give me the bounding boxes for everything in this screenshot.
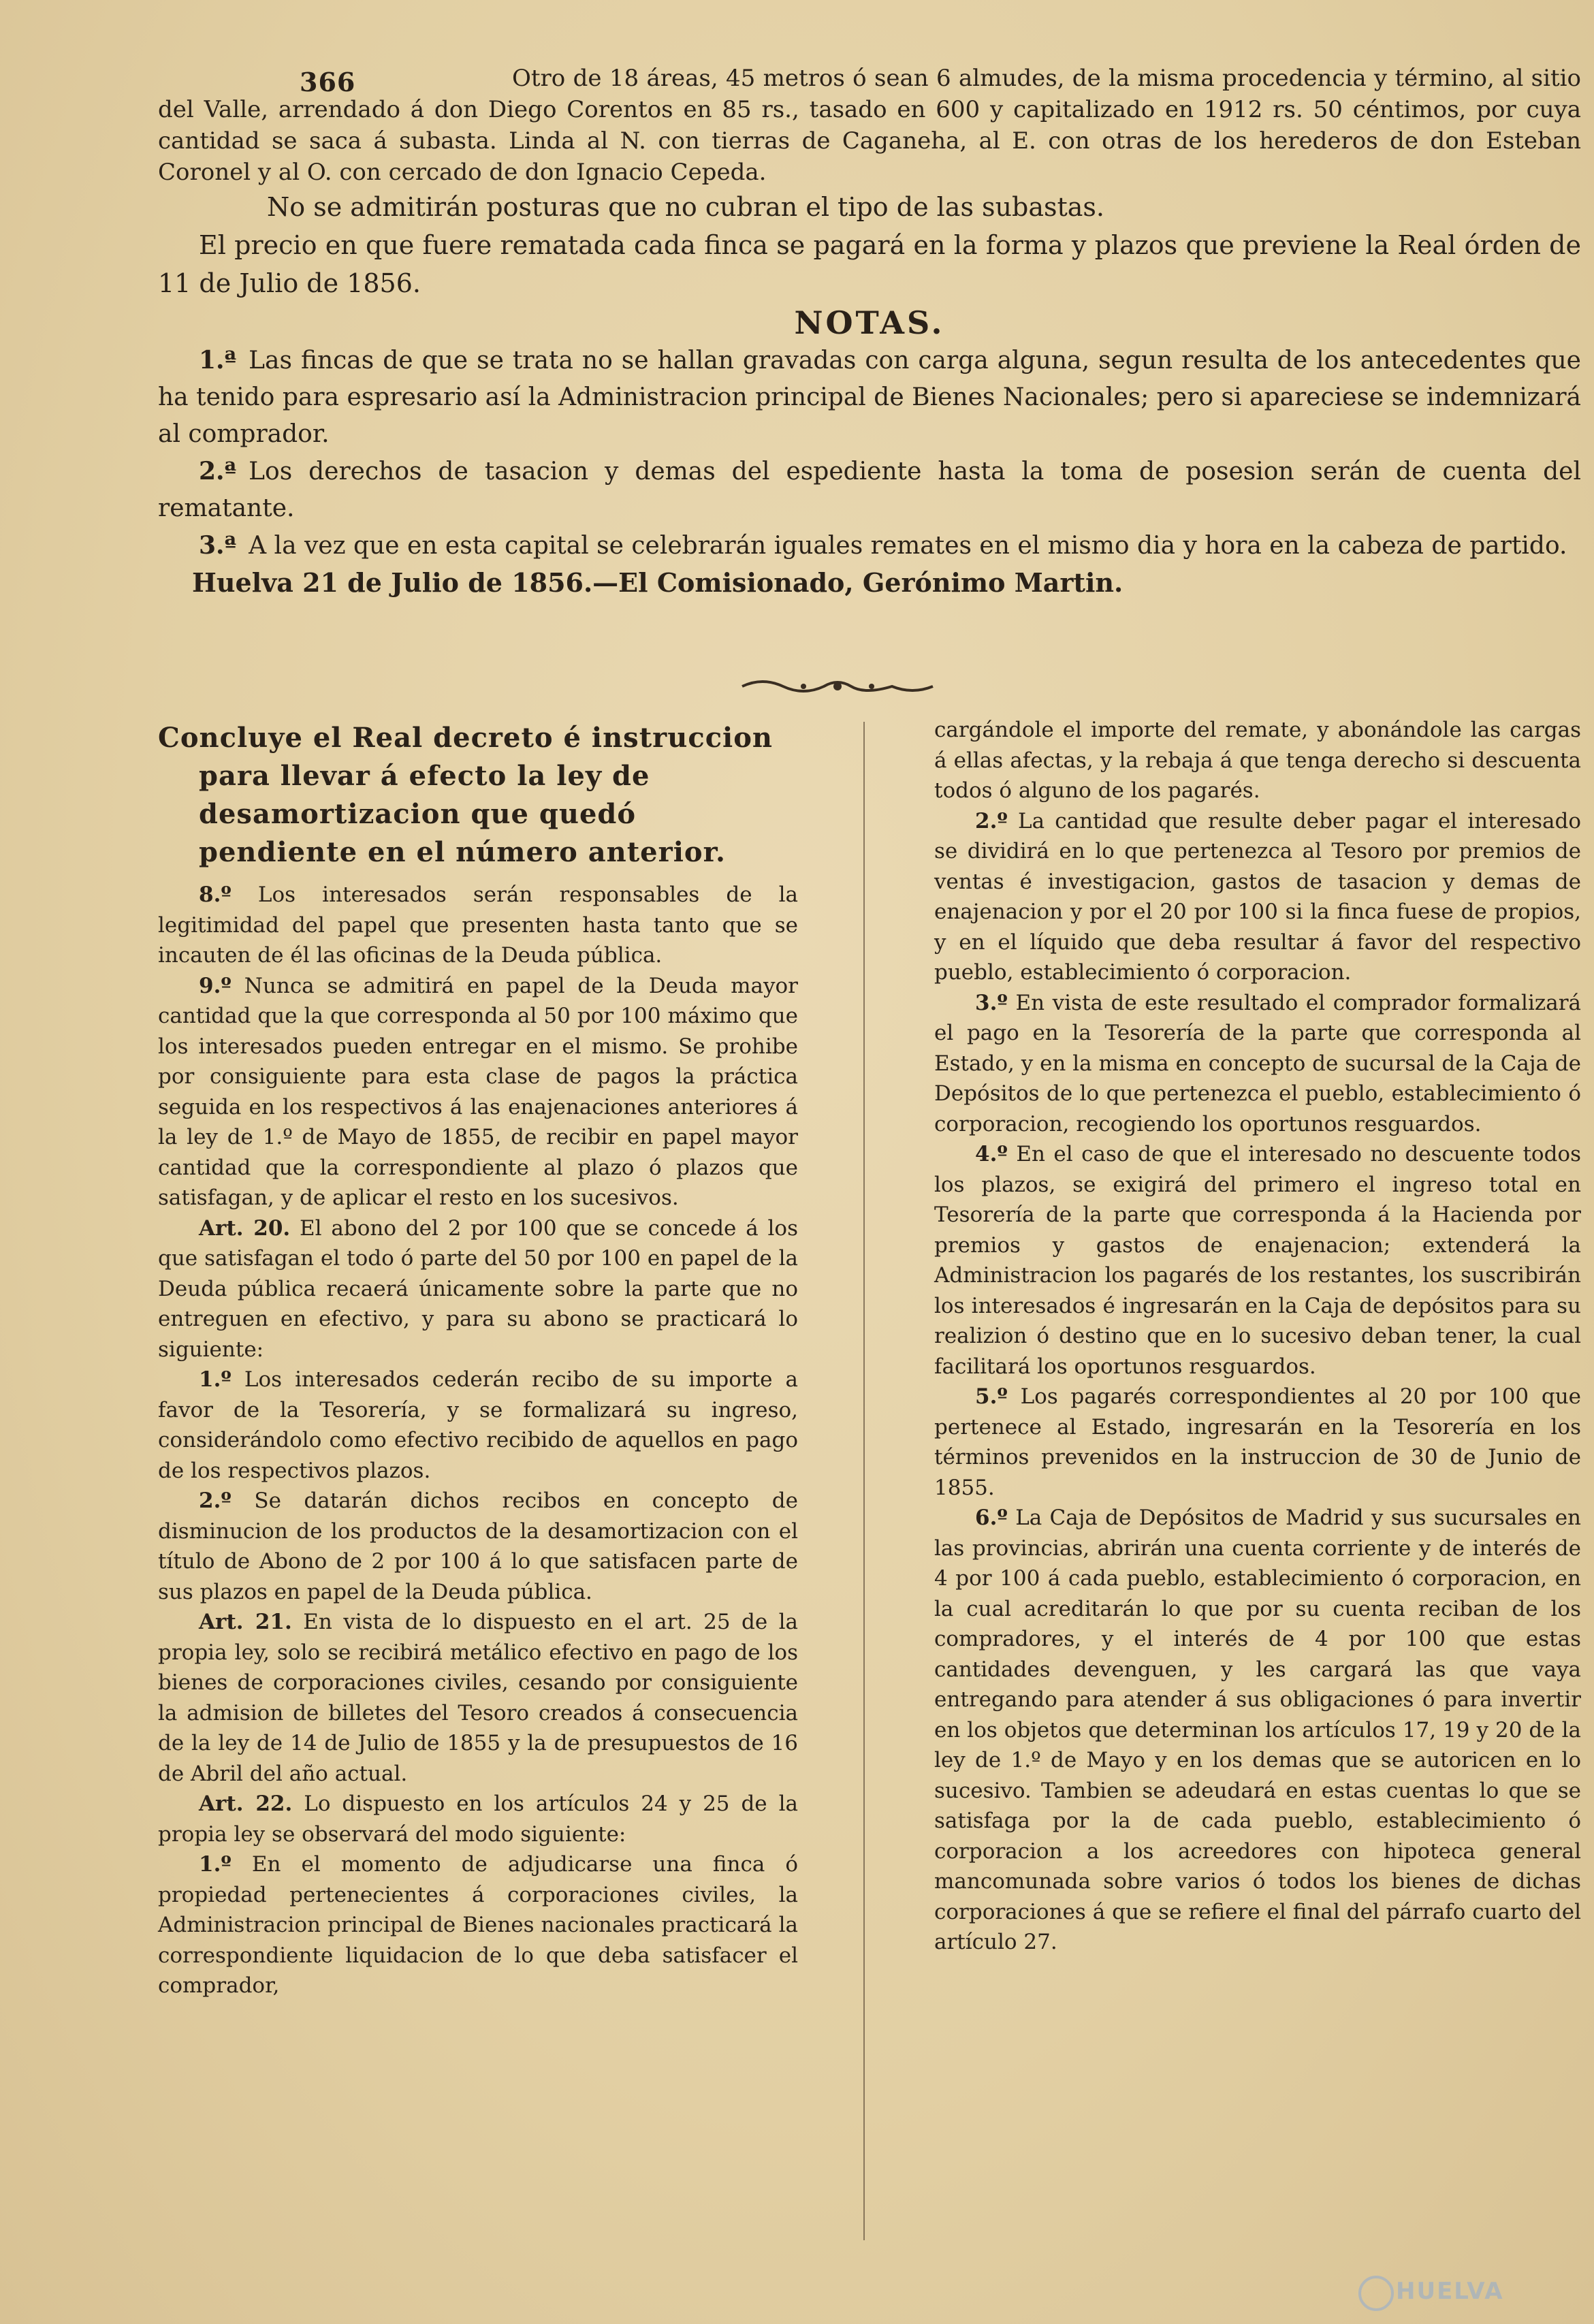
nota-item	[158, 342, 1581, 453]
paragraph-text: La cantidad que resulte deber pagar el interesado se dividirá en lo que pertenezca al Tesoro por premios de ventas é investigacion, gastos de tasacion y demas de enajenacion y por el 20 por 100 si la finca fuese de propios, y en el líquido que deba resultar á favor del respectivo pueblo, establecimiento ó corporacion.	[934, 808, 1581, 985]
left-column-paragraph	[158, 1213, 798, 1365]
paragraph-label: 5.º	[975, 1384, 1008, 1409]
page-number: 366	[300, 67, 356, 97]
paragraph-text: Los interesados serán responsables de la legitimidad del papel que presenten hasta tanto que se incauten de él las oficinas de la Deuda pública.	[158, 882, 798, 968]
paragraph-text: Los interesados cederán recibo de su importe a favor de la Tesorería, y se formalizará su ingreso, considerándolo como efectivo recibido de aquellos en pago de los respectivos plazos.	[158, 1367, 798, 1483]
paragraph-text: En el momento de adjudicarse una finca ó propiedad pertenecientes á corporaciones civiles, la Administracion principal de Bienes nacionales practicará la correspondiente liquidacion de lo que deba satisfacer el comprador,	[158, 1852, 798, 1998]
paragraph-label: 8.º	[199, 882, 232, 907]
paragraph-text: Lo dispuesto en los artículos 24 y 25 de la propia ley se observará del modo siguiente:	[158, 1792, 798, 1847]
column-rule	[863, 722, 865, 2240]
left-column-paragraph	[158, 1789, 798, 1849]
left-column-paragraph	[158, 1365, 798, 1486]
left-column-paragraphs	[158, 880, 798, 2001]
notas-title: NOTAS.	[794, 304, 945, 341]
archive-watermark: HUELVA	[1396, 2278, 1504, 2305]
ornamental-divider	[735, 674, 940, 699]
nota-item	[158, 527, 1581, 564]
nota-number: 1.ª	[199, 346, 237, 375]
right-column-paragraph	[934, 988, 1581, 1140]
paragraph-text: Nunca se admitirá en papel de la Deuda mayor cantidad que la que corresponda al 50 por 100 máximo que los interesados pueden entregar en el mismo. Se prohibe por consiguiente para esta clase de pagos la práctica seguida en los respectivos á las enajenaciones anteriores á la ley de 1.º de Mayo de 1855, de recibir en papel mayor cantidad que la correspondiente al plazo ó plazos que satisfagan, y de aplicar el resto en los sucesivos.	[158, 973, 798, 1210]
nota-number: 3.ª	[199, 531, 237, 560]
left-column-paragraph	[158, 1849, 798, 2001]
decree-heading: Concluye el Real decreto é instruccion para llevar á efecto la ley de desamortizacion que quedó pendiente en el número anterior.	[158, 722, 773, 868]
paragraph-text: Se datarán dichos recibos en concepto de disminucion de los productos de la desamortizacion con el título de Abono de 2 por 100 á lo que satisfacen parte de sus plazos en papel de la Deuda pública.	[158, 1489, 799, 1604]
paragraph-label: Art. 20.	[199, 1215, 291, 1241]
left-column-paragraph	[158, 1607, 798, 1789]
paragraph-label: 6.º	[975, 1506, 1008, 1530]
nota-text: A la vez que en esta capital se celebrarán iguales remates en el mismo dia y hora en la cabeza de partido.	[249, 532, 1567, 560]
paragraph-text: La Caja de Depósitos de Madrid y sus sucursales en las provincias, abrirán una cuenta corriente y de interés de 4 por 100 á cada pueblo, establecimiento ó corporacion, en la cual acreditarán lo que por su cuenta reciban de los compradores, y el interés de 4 por 100 que estas cantidades devenguen, y les cargará las que vaya entregando para atender á sus obligaciones ó para invertir en los objetos que determinan los artículos 17, 19 y 20 de la ley de 1.º de Mayo y en los demas que se autoricen en lo sucesivo. Tambien se adeudará en estas cuentas lo que se satisfaga por la de cada pueblo, establecimiento ó corporacion a los acreedores con hipoteca general mancomunada sobre varios ó todos los bienes de dichas corporaciones á que se refiere el final del párrafo cuarto del artículo 27.	[934, 1506, 1582, 1954]
nota-text: Las fincas de que se trata no se hallan gravadas con carga alguna, segun resulta de los antecedentes que ha tenido para espresario así la Administracion principal de Bienes Nacionales; pero si apareciese se indemnizará al comprador.	[158, 347, 1581, 448]
paragraph-label: 2.º	[975, 808, 1008, 833]
nota-item	[158, 453, 1581, 527]
right-column-paragraph	[934, 806, 1581, 988]
paragraph-text: cargándole el importe del remate, y abonándole las cargas á ellas afectas, y la rebaja á que tenga derecho si descuenta todos ó alguno de los pagarés.	[934, 718, 1581, 803]
right-column-paragraph	[934, 715, 1581, 806]
no-posturas-paragraph: No se admitirán posturas que no cubran el tipo de las subastas.	[267, 192, 1105, 222]
signature-line: Huelva 21 de Julio de 1856.—El Comisionado, Gerónimo Martin.	[192, 567, 1123, 598]
paragraph-text: En vista de lo dispuesto en el art. 25 de la propia ley, solo se recibirá metálico efectivo en pago de los bienes de corporaciones civiles, cesando por consiguiente la admision de billetes del Tesoro creados á consecuencia de la ley de 14 de Julio de 1855 y la de presupuestos de 16 de Abril del año actual.	[158, 1610, 798, 1786]
notas-list	[158, 342, 1581, 564]
right-column	[934, 715, 1581, 1958]
auction-notice	[158, 63, 1581, 601]
paragraph-label: Art. 21.	[199, 1610, 292, 1634]
paragraph-text: En vista de este resultado el comprador formalizará el pago en la Tesorería de la parte que corresponda al Estado, y en la misma en concepto de sucursal de la Caja de Depósitos de lo que pertenezca el pueblo, establecimiento ó corporacion, recogiendo los oportunos resguardos.	[934, 990, 1581, 1136]
paragraph-text: El abono del 2 por 100 que se concede á los que satisfagan el todo ó parte del 50 por 100 en papel de la Deuda pública recaerá únicamente sobre la parte que no entreguen en efectivo, y para su abono se practicará lo siguiente:	[158, 1215, 798, 1362]
nota-number: 2.ª	[199, 457, 237, 486]
paragraph-text: En el caso de que el interesado no descuente todos los plazos, se exigirá del primero el ingreso total en Tesorería de la parte que corresponda á la Hacienda por premios y gastos de enajenacion; extenderá la Administracion los pagarés de los restantes, los suscribirán los interesados é ingresarán en la Caja de depósitos para su realizion ó destino que en lo sucesivo deban tener, la cual facilitará los oportunos resguardos.	[934, 1142, 1581, 1379]
paragraph-label: 2.º	[199, 1489, 232, 1513]
paragraph-label: Art. 22.	[199, 1792, 293, 1816]
right-column-paragraph	[934, 1503, 1581, 1958]
left-column-paragraph	[158, 1486, 798, 1607]
right-column-paragraph	[934, 1139, 1581, 1382]
lead-paragraph: Otro de 18 áreas, 45 metros ó sean 6 almudes, de la misma procedencia y término, al sitio del Valle, arrendado á don Diego Corentos en 85 rs., tasado en 600 y capitalizado en 1912 rs. 50 céntimos, por cuya cantidad se saca á subasta. Linda al N. con tierras de Caganeha, al E. con otras de los herederos de don Esteban Coronel y al O. con cercado de don Ignacio Cepeda.	[158, 65, 1581, 186]
archive-logo-icon	[1358, 2276, 1394, 2311]
left-column-paragraph	[158, 880, 798, 971]
left-column	[158, 719, 798, 2001]
nota-text: Los derechos de tasacion y demas del espediente hasta la toma de posesion serán de cuenta del rematante.	[158, 458, 1581, 522]
precio-paragraph: El precio en que fuere rematada cada finca se pagará en la forma y plazos que previene la Real órden de 11 de Julio de 1856.	[158, 230, 1581, 298]
right-column-paragraph	[934, 1382, 1581, 1503]
paragraph-label: 4.º	[975, 1142, 1008, 1166]
paragraph-label: 9.º	[199, 973, 232, 998]
paragraph-label: 1.º	[199, 1852, 232, 1877]
paragraph-label: 1.º	[199, 1367, 232, 1392]
left-column-paragraph	[158, 971, 798, 1213]
paragraph-label: 3.º	[975, 990, 1008, 1015]
right-column-paragraphs	[934, 715, 1581, 1958]
paragraph-text: Los pagarés correspondientes al 20 por 100 que pertenece al Estado, ingresarán en la Tesorería en los términos prevenidos en la instruccion de 30 de Junio de 1855.	[934, 1384, 1581, 1500]
